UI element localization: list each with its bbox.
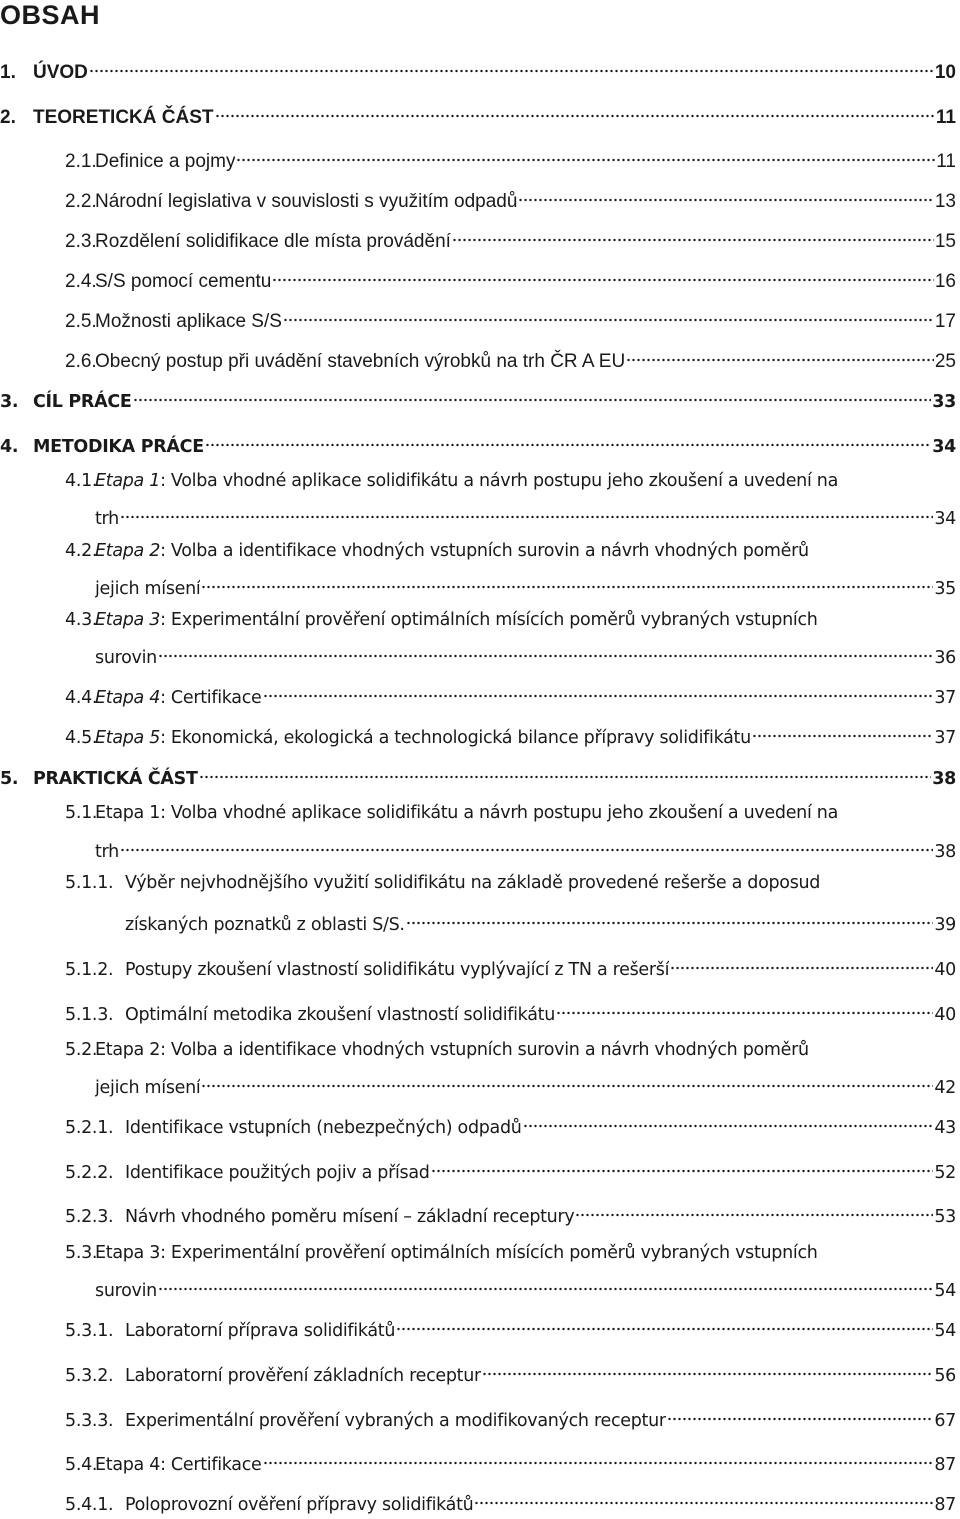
toc-text: Etapa 2: Volba a identifikace vhodných vstupních surovin a návrh vhodných poměrů (95, 1040, 809, 1060)
toc-number: 5.1. (65, 803, 98, 823)
toc-page: 36 (934, 648, 956, 668)
toc-number: 5.3.1. (65, 1321, 114, 1341)
toc-entry-2-2[interactable] (65, 179, 956, 212)
toc-entry-2-4[interactable] (65, 259, 956, 292)
toc-text-cont: jejich mísení (95, 1078, 201, 1098)
toc-page: 42 (934, 1078, 956, 1098)
toc-entry-5-2-3[interactable] (65, 1194, 956, 1227)
toc-entry-3[interactable] (0, 379, 956, 412)
toc-text-cont: trh (95, 509, 119, 529)
toc-leader (474, 1482, 933, 1510)
toc-text: Laboratorní příprava solidifikátů (125, 1321, 396, 1341)
toc-entry-4-3[interactable] (65, 606, 956, 634)
toc-stage-label: Etapa 1 (95, 471, 161, 491)
toc-number: 5.2. (65, 1040, 98, 1060)
toc-number: 2.3. (65, 231, 97, 252)
toc-text: S/S pomocí cementu (95, 271, 272, 292)
toc-entry-2-5[interactable] (65, 299, 956, 332)
toc-leader (523, 1105, 934, 1133)
toc-entry-5-2-2[interactable] (65, 1150, 956, 1183)
toc-number: 4. (0, 437, 19, 457)
toc-text: Definice a pojmy (95, 151, 236, 172)
toc-entry-5-3[interactable] (65, 1239, 956, 1267)
toc-number: 2.5. (65, 311, 97, 332)
toc-text: Možnosti aplikace S/S (95, 311, 282, 332)
toc-entry-5-4[interactable] (65, 1442, 956, 1475)
toc-stage-label: Etapa 3 (95, 610, 161, 630)
toc-text: Laboratorní prověření základních receptur (125, 1366, 481, 1386)
toc-number: 5. (0, 769, 19, 789)
toc-text: PRAKTICKÁ ČÁST (33, 769, 198, 789)
toc-text: Etapa 4: Certifikace (95, 1455, 262, 1475)
toc-entry-4-3-cont[interactable] (95, 635, 956, 668)
toc-leader (89, 50, 934, 78)
toc-page: 67 (934, 1411, 956, 1431)
toc-text: Etapa 1: Volba vhodné aplikace solidifikátu a návrh postupu jeho zkoušení a uvedení na (95, 803, 838, 823)
toc-leader (575, 1194, 933, 1222)
toc-entry-4-5[interactable] (65, 715, 956, 748)
toc-number: 5.1.2. (65, 960, 114, 980)
toc-number: 5.3.3. (65, 1411, 114, 1431)
toc-leader (626, 339, 934, 367)
toc-page: 40 (934, 1005, 956, 1025)
toc-leader (133, 379, 932, 407)
toc-page: 10 (934, 62, 956, 83)
toc-number: 4.5. (65, 728, 98, 748)
toc-text-cont: surovin (95, 648, 157, 668)
toc-number: 1. (0, 62, 16, 83)
toc-entry-4-1-cont[interactable] (95, 496, 956, 529)
toc-entry-4-2[interactable] (65, 537, 956, 565)
toc-text: Národní legislativa v souvislosti s využitím odpadů (95, 191, 518, 212)
toc-text: Identifikace použitých pojiv a přísad (125, 1163, 430, 1183)
toc-leader (670, 947, 933, 975)
toc-entry-4[interactable] (0, 424, 956, 457)
toc-number: 5.1.1. (65, 873, 114, 893)
toc-entry-2-3[interactable] (65, 219, 956, 252)
toc-entry-1[interactable] (0, 50, 956, 83)
toc-page: 33 (932, 392, 956, 412)
toc-page: 54 (934, 1321, 956, 1341)
toc-page: 17 (934, 311, 956, 332)
toc-text: : Volba vhodné aplikace solidifikátu a návrh postupu jeho zkoušení a uvedení na (160, 471, 839, 491)
toc-page: 38 (932, 769, 956, 789)
toc-page: 56 (934, 1366, 956, 1386)
toc-leader (201, 566, 933, 594)
toc-entry-5-1-cont[interactable] (95, 829, 956, 862)
toc-text: : Experimentální prověření optimálních mísících poměrů vybraných vstupních (160, 610, 818, 630)
toc-text: Obecný postup při uvádění stavebních výrobků na trh ČR A EU (95, 351, 626, 372)
toc-page: 34 (934, 509, 956, 529)
toc-page: 13 (934, 191, 956, 212)
toc-entry-5-2-1[interactable] (65, 1105, 956, 1138)
toc-entry-5-1-2[interactable] (65, 947, 956, 980)
toc-number: 5.2.3. (65, 1207, 114, 1227)
toc-entry-5-2[interactable] (65, 1036, 956, 1064)
toc-text: Optimální metodika zkoušení vlastností solidifikátu (125, 1005, 555, 1025)
page-title: OBSAH (0, 0, 101, 30)
toc-page: 87 (934, 1495, 956, 1515)
toc-page: 16 (934, 271, 956, 292)
toc-leader (431, 1150, 934, 1178)
toc-entry-5-3-2[interactable] (65, 1353, 956, 1386)
toc-number: 4.3. (65, 610, 98, 630)
toc-number: 2.1. (65, 151, 97, 172)
toc-leader (201, 1065, 933, 1093)
toc-text: METODIKA PRÁCE (33, 437, 204, 457)
toc-text-cont: trh (95, 842, 119, 862)
toc-leader (158, 1268, 933, 1296)
toc-leader (158, 635, 933, 663)
toc-leader (556, 992, 933, 1020)
toc-leader (215, 95, 935, 123)
toc-entry-5[interactable] (0, 756, 956, 789)
toc-entry-2-1[interactable] (65, 139, 956, 172)
toc-text-cont: surovin (95, 1281, 157, 1301)
toc-entry-5-3-cont[interactable] (95, 1268, 956, 1301)
toc-text: : Certifikace (160, 688, 262, 708)
toc-text-cont: získaných poznatků z oblasti S/S. (125, 915, 405, 935)
toc-page: 11 (936, 151, 956, 172)
toc-stage-label: Etapa 4 (95, 688, 161, 708)
toc-text: : Ekonomická, ekologická a technologická bilance přípravy solidifikátu (160, 728, 751, 748)
toc-page: 11 (935, 107, 956, 128)
toc-page: 87 (934, 1455, 956, 1475)
toc-leader (518, 179, 933, 207)
toc-text: Návrh vhodného poměru mísení – základní receptury (125, 1207, 575, 1227)
toc-leader (396, 1308, 933, 1336)
toc-page: 37 (934, 688, 956, 708)
toc-page: 35 (934, 579, 956, 599)
toc-page: 54 (934, 1281, 956, 1301)
toc-number: 5.3. (65, 1243, 98, 1263)
toc-number: 4.4. (65, 688, 98, 708)
toc-number: 5.2.1. (65, 1118, 114, 1138)
toc-leader (205, 424, 931, 452)
toc-leader (283, 299, 934, 327)
toc-number: 5.2.2. (65, 1163, 114, 1183)
toc-leader (406, 902, 934, 930)
toc-number: 5.3.2. (65, 1366, 114, 1386)
toc-number: 2.4. (65, 271, 97, 292)
toc-page: 15 (934, 231, 956, 252)
toc-text: ÚVOD (33, 62, 88, 83)
toc-page: 40 (934, 960, 956, 980)
toc-entry-4-2-cont[interactable] (95, 566, 956, 599)
toc-stage-label: Etapa 2 (95, 541, 161, 561)
toc-number: 2.6. (65, 351, 97, 372)
toc-page: 39 (934, 915, 956, 935)
toc-page: 37 (934, 728, 956, 748)
toc-entry-5-3-3[interactable] (65, 1398, 956, 1431)
toc-entry-5-2-cont[interactable] (95, 1065, 956, 1098)
toc-entry-5-1-1-cont[interactable] (125, 902, 956, 935)
toc-leader (752, 715, 933, 743)
toc-page: 53 (934, 1207, 956, 1227)
toc-stage-label: Etapa 5 (95, 728, 161, 748)
toc-entry-4-4[interactable] (65, 675, 956, 708)
toc-number: 5.1.3. (65, 1005, 114, 1025)
toc-text: Identifikace vstupních (nebezpečných) odpadů (125, 1118, 522, 1138)
toc-entry-5-1[interactable] (65, 799, 956, 827)
toc-leader (667, 1398, 934, 1426)
toc-number: 4.1. (65, 471, 98, 491)
toc-page: 34 (932, 437, 956, 457)
toc-text: TEORETICKÁ ČÁST (33, 107, 214, 128)
toc-text: Etapa 3: Experimentální prověření optimálních mísících poměrů vybraných vstupních (95, 1243, 818, 1263)
toc-number: 2.2. (65, 191, 97, 212)
toc-text: Výběr nejvhodnějšího využití solidifikátu na základě provedené rešerše a doposud (125, 873, 821, 893)
toc-number: 5.4. (65, 1455, 98, 1475)
toc-entry-2[interactable] (0, 95, 956, 128)
toc-text: CÍL PRÁCE (33, 392, 132, 412)
toc-leader (120, 829, 933, 857)
toc-entry-2-6[interactable] (65, 339, 956, 372)
toc-leader (263, 1442, 934, 1470)
toc-leader (263, 675, 934, 703)
toc-leader (272, 259, 933, 287)
toc-number: 2. (0, 107, 16, 128)
toc-number: 3. (0, 392, 19, 412)
toc-text-cont: jejich mísení (95, 579, 201, 599)
toc-number: 4.2. (65, 541, 98, 561)
toc-entry-4-1[interactable] (65, 467, 956, 495)
toc-text: Experimentální prověření vybraných a modifikovaných receptur (125, 1411, 666, 1431)
toc-entry-5-3-1[interactable] (65, 1308, 956, 1341)
toc-page: 25 (934, 351, 956, 372)
toc-text: Postupy zkoušení vlastností solidifikátu vyplývající z TN a rešerší (125, 960, 670, 980)
toc-page: 43 (934, 1118, 956, 1138)
toc-text: Poloprovozní ověření přípravy solidifikátů (125, 1495, 474, 1515)
toc-entry-5-1-1[interactable] (65, 869, 956, 897)
toc-leader (199, 756, 932, 784)
toc-leader (236, 139, 935, 167)
toc-entry-5-4-1[interactable] (65, 1482, 956, 1515)
toc-page: 38 (934, 842, 956, 862)
toc-text: : Volba a identifikace vhodných vstupních surovin a návrh vhodných poměrů (160, 541, 809, 561)
toc-entry-5-1-3[interactable] (65, 992, 956, 1025)
toc-text: Rozdělení solidifikace dle místa provádění (95, 231, 451, 252)
toc-page: 52 (934, 1163, 956, 1183)
toc-leader (452, 219, 934, 247)
toc-leader (120, 496, 933, 524)
toc-number: 5.4.1. (65, 1495, 114, 1515)
toc-leader (482, 1353, 933, 1381)
